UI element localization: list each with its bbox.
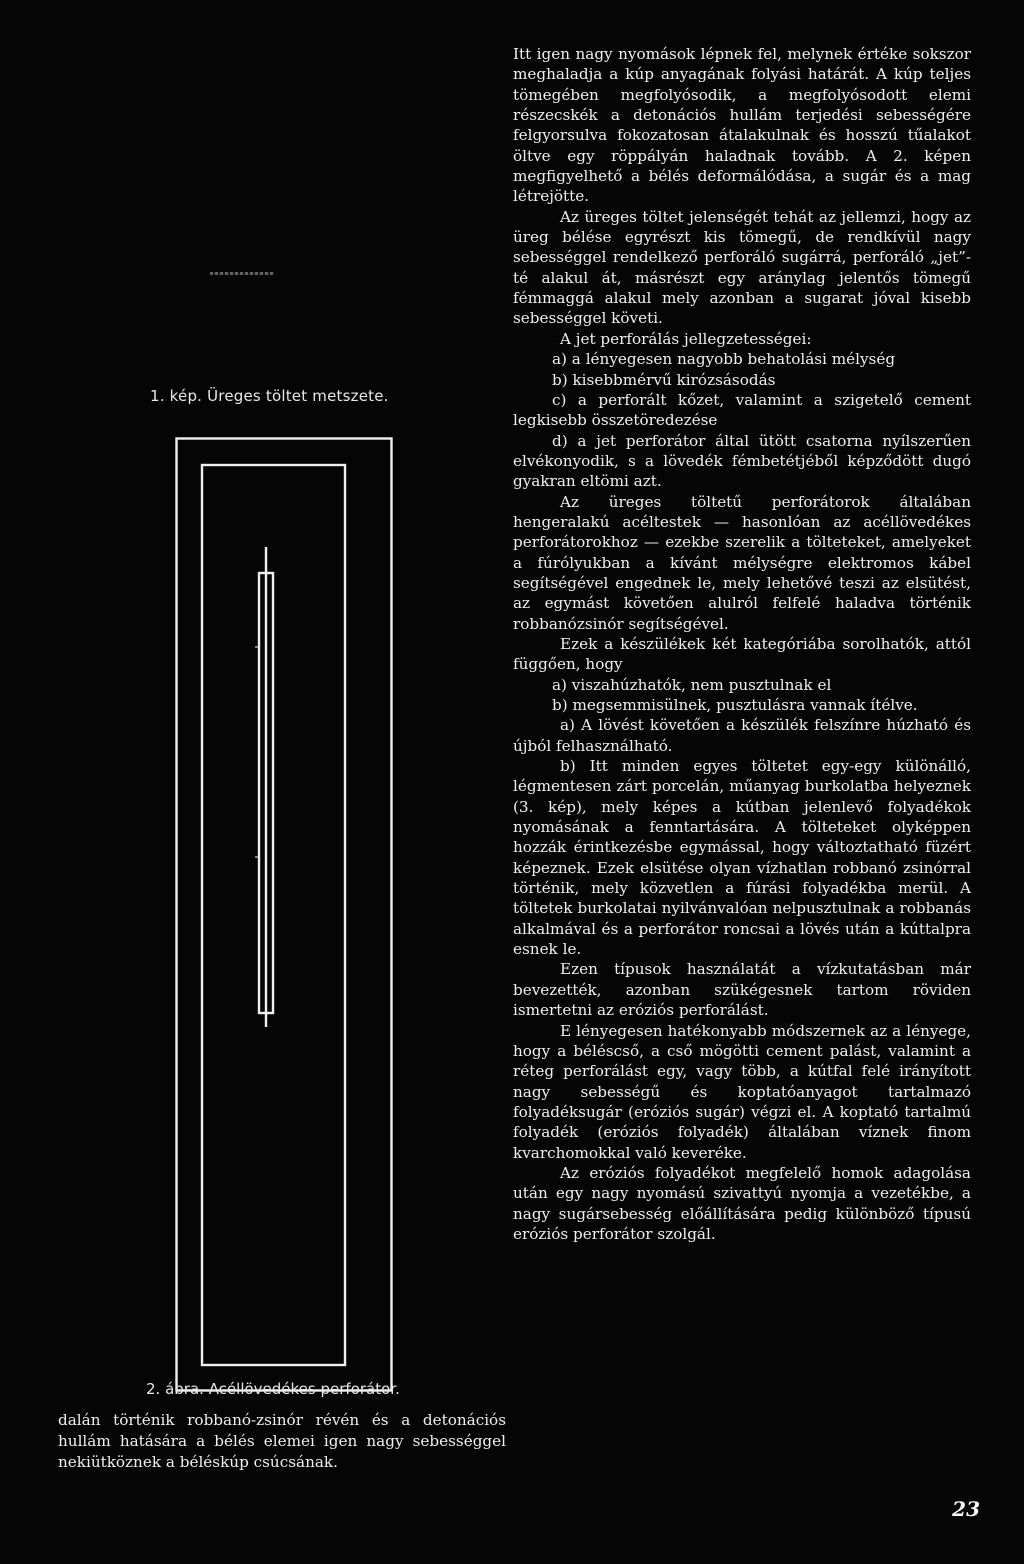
left-column-text [58,1410,506,1473]
right-paragraph: A jet perforálás jellegzetességei: [560,329,812,348]
figure1 [150,387,450,405]
right-paragraph: Ezek a készülékek két kategóriába sorolhatók, attól függően, hogy [513,634,971,674]
right-paragraph: b) kisebbmérvű kirózsásodás [552,370,776,389]
page-number: 23 [952,1497,980,1521]
right-paragraph: a) A lövést követően a készülék felszínre húzható és újból felhasználható. [513,716,971,755]
figure2-caption: 2. ábra. Acéllövedékes perforátor. [146,1380,400,1398]
right-paragraph: d) a jet perforátor által ütött csatorna nyílszerűen elvékonyodik, s a lövedék fémbetétjéből képződött dugó gyakran eltömi azt. [513,431,971,491]
right-paragraph: Ezen típusok használatát a vízkutatásban már bevezették, azonban szükégesnek tartom röviden ismertetni az eróziós perforálást. [513,960,971,1020]
right-paragraph: Az üreges töltet jelenségét tehát az jellemzi, hogy az üreg bélése egyrészt kis tömegű, de rendkívül nagy sebességgel rendelkező perforáló sugárrá, perforáló „jet”-té alakul át, másrészt egy aránylag jelentős tömegű fémmaggá alakul mely azonban a sugarat jóval kisebb sebességgel követi. [513,207,971,328]
figure1-caption: 1. kép. Üreges töltet metszete. [150,387,389,405]
perforator-diagram [175,437,393,1392]
right-paragraph: b) megsemmisülnek, pusztulásra vannak ítélve. [552,696,918,714]
right-paragraph: b) Itt minden egyes töltetet egy-egy különálló, légmentesen zárt porcelán, műanyag burkolatba helyeznek (3. kép), mely képes a kútban jelenlevő folyadékok nyomásának a fenntartására. A tölteteket olyképpen hozzák érintkezésbe egymással, hogy változtatható füzért képeznek. Ezek elsütése olyan vízhatlan robbanó zsinórral történik, mely közvetlen a fúrási folyadékba merül. A töltetek burkolatai nyilvánvalóan nelpusztulnak a robbanás alkalmával és a perforátor roncsai a lövés után a kúttalpra esnek le. [513,757,971,959]
perforator-outline [175,437,393,1392]
right-paragraph: Az üreges töltetű perforátorok általában hengeralakú acéltestek — hasonlóan az acéllövedékes perforátorokhoz — ezekbe szerelik a tölteteket, amelyeket a fúrólyukban a kívánt mélységre elektromos kábel segítségével engednek le, mely lehetővé teszi az elsütést, az egymást követően alulról felfelé haladva történik robbanózsinór segítségével. [513,492,971,633]
perforator-outer-body [177,439,392,1391]
right-paragraph: E lényegesen hatékonyabb módszernek az a lényege, hogy a béléscső, a cső mögötti cement palást, valamint a réteg perforálást egy, vagy több, a kútfal felé irányított nagy sebességű és koptatóanyagot tartalmazó folyadéksugár (eróziós sugár) végzi el. A koptató tartalmú folyadék (eróziós folyadék) általában víznek finom kvarchomokkal való keveréke. [513,1021,971,1162]
right-paragraph: Itt igen nagy nyomások lépnek fel, melynek értéke sokszor meghaladja a kúp anyagának folyási határát. A kúp teljes tömegében megfolyósodik, a megfolyósodott elemi részecskék a detonációs hullám terjedési sebességére felgyorsulva fokozatosan átalakulnak és hosszú tűalakot öltve egy röppályán haladnak tovább. A 2. képen megfigyelhető a bélés deformálódása, a sugár és a mag létrejötte. [513,45,971,206]
figure1-image-remnant [210,272,274,275]
right-paragraph: c) a perforált kőzet, valamint a szigetelő cement legkisebb összetöredezése [513,390,971,430]
left-paragraph: dalán történik robbanó-zsinór révén és a detonációs hullám hatására a bélés elemei igen nagy sebességgel nekiütköznek a béléskúp csúcsának. [58,1411,506,1471]
right-paragraph: a) a lényegesen nagyobb behatolási mélység [552,350,896,369]
right-column-text [513,44,971,1244]
right-paragraph: a) viszahúzhatók, nem pusztulnak el [552,675,832,694]
right-paragraph: Az eróziós folyadékot megfelelő homok adagolása után egy nagy nyomású szivattyú nyomja a vezetékbe, a nagy sugársebesség előállítására pedig különböző típusú eróziós perforátor szolgál. [513,1163,971,1243]
